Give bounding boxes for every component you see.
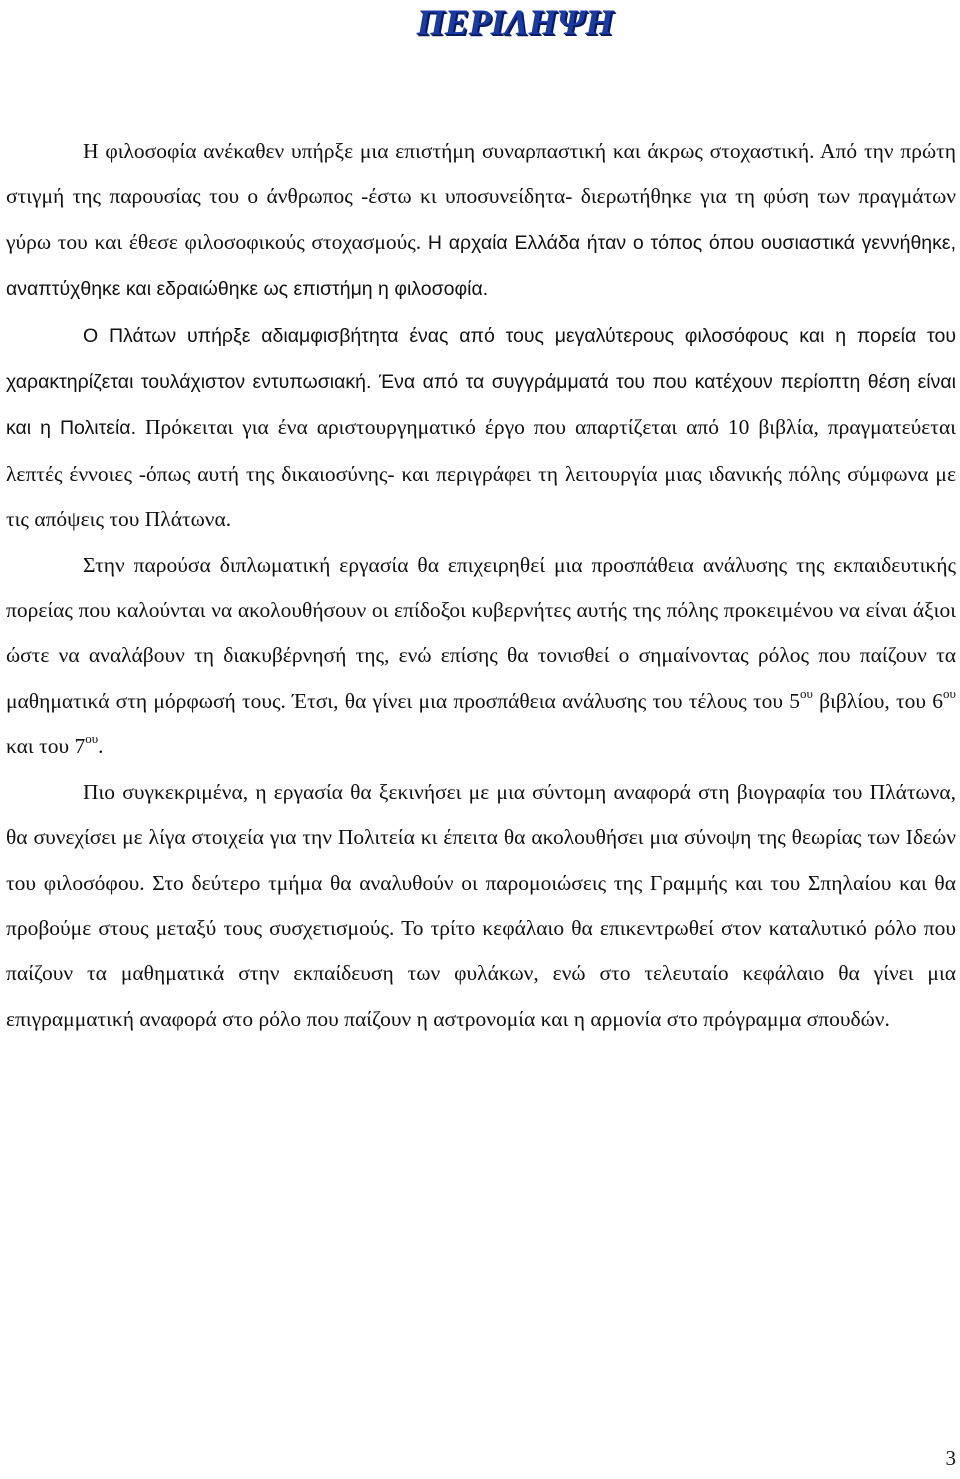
paragraph-plato-part-1: Ο Πλάτων υπήρξε αδιαμφισβήτητα ένας από τους μεγαλύτερους φιλοσόφους και η πορεία του χαρακτηρίζεται τουλάχιστον εντυπωσιακή. Ένα από τα συγγράμματά του που κατέχουν περίοπτη θέση είναι και η Πολιτεία.: [6, 324, 956, 440]
paragraph-thesis-aim-part-4: .: [98, 734, 104, 759]
paragraph-intro: [6, 129, 956, 313]
paragraph-thesis-aim-part-2: βιβλίου, του 6: [812, 688, 944, 713]
paragraph-plato: [6, 313, 956, 543]
page-title: ΠΕΡΙΛΗΨΗ: [416, 2, 614, 42]
summary-body: [6, 129, 956, 1042]
ordinal-suffix-6: ου: [943, 685, 956, 701]
ordinal-suffix-5: ου: [800, 685, 813, 701]
page-number: 3: [945, 1446, 956, 1470]
paragraph-structure: [6, 770, 956, 1042]
paragraph-structure-text: Πιο συγκεκριμένα, η εργασία θα ξεκινήσει με μια σύντομη αναφορά στη βιογραφία του Πλάτωνα, θα συνεχίσει με λίγα στοιχεία για την Πολιτεία κι έπειτα θα ακολουθήσει μια σύνοψη της θεωρίας των Ιδεών του φιλοσόφου. Στο δεύτερο τμήμα θα αναλυθούν οι παρομοιώσεις της Γραμμής και του Σπηλαίου και θα προβούμε στους μεταξύ τους συσχετισμούς. Το τρίτο κεφάλαιο θα επικεντρωθεί στον καταλυτικό ρόλο που παίζουν τα μαθηματικά στην εκπαίδευση των φυλάκων, ενώ στο τελευταίο κεφάλαιο θα γίνει μια επιγραμματική αναφορά στο ρόλο που παίζουν η αστρονομία και η αρμονία στο πρόγραμμα σπουδών.: [6, 779, 956, 1031]
paragraph-intro-part-1: Η φιλοσοφία ανέκαθεν υπήρξε μια επιστήμη συναρπαστική και άκρως στοχαστική. Από την πρώτη στιγμή της παρουσίας του ο άνθρωπος -έστω κι υποσυνείδητα- διερωτήθηκε για τη φύση των πραγμάτων γύρω του και έθεσε φιλοσοφικούς στοχασμούς.: [6, 139, 956, 254]
paragraph-thesis-aim-part-3: και του 7: [6, 734, 86, 759]
ordinal-suffix-7: ου: [85, 731, 99, 747]
paragraph-intro-part-2: Η αρχαία Ελλάδα ήταν ο τόπος όπου ουσιαστικά γεννήθηκε, αναπτύχθηκε και εδραιώθηκε ως επιστήμη η φιλοσοφία.: [6, 231, 956, 301]
paragraph-thesis-aim: [6, 543, 956, 770]
paragraph-thesis-aim-part-1: Στην παρούσα διπλωματική εργασία θα επιχειρηθεί μια προσπάθεια ανάλυσης της εκπαιδευτικής πορείας που καλούνται να ακολουθήσουν οι επίδοξοι κυβερνήτες αυτής της πόλης προκειμένου να είναι άξιοι ώστε να αναλάβουν τη διακυβέρνησή της, ενώ επίσης θα τονισθεί ο σημαίνοντας ρόλος που παίζουν τα μαθηματικά στη μόρφωσή τους. Έτσι, θα γίνει μια προσπάθεια ανάλυσης του τέλους του 5: [6, 552, 956, 713]
paragraph-plato-part-2: Πρόκειται για ένα αριστουργηματικό έργο που απαρτίζεται από 10 βιβλία, πραγματεύεται λεπτές έννοιες -όπως αυτή της δικαιοσύνης- και περιγράφει τη λειτουργία μιας ιδανικής πόλης σύμφωνα με τις απόψεις του Πλάτωνα.: [6, 415, 956, 532]
